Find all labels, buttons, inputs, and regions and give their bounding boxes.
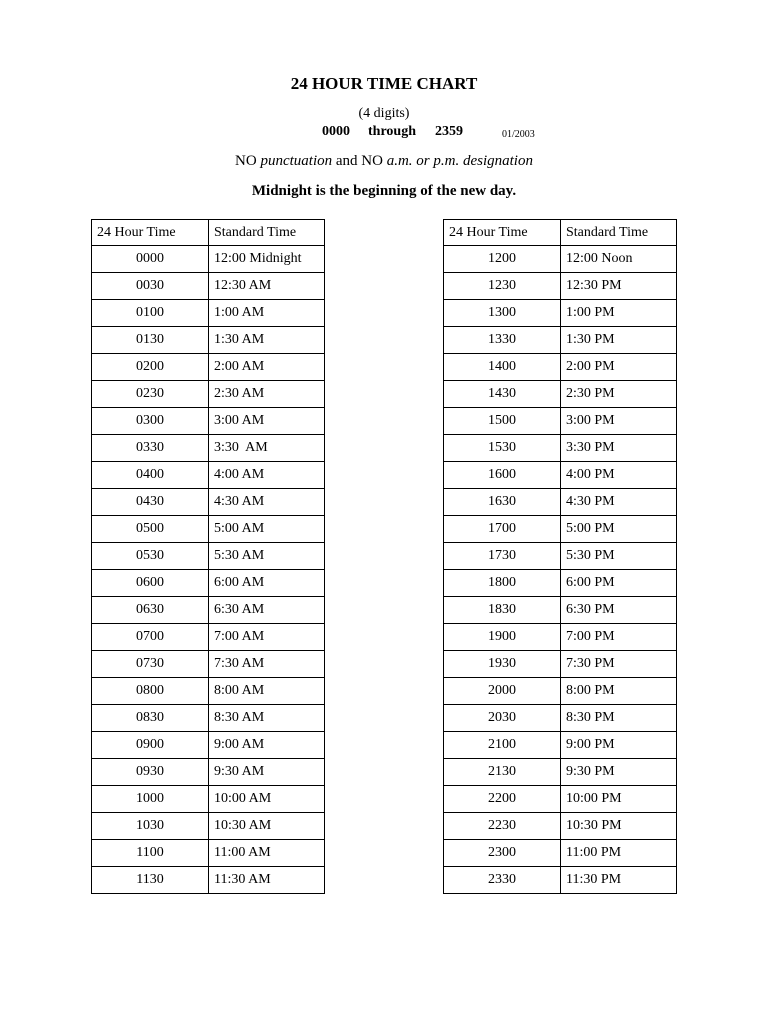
cell-24-hour-time: 0700 [92,624,209,651]
table-row [444,516,677,543]
cell-standard-time: 1:00 PM [561,300,677,327]
table-row [444,732,677,759]
table-row [92,408,325,435]
cell-24-hour-time: 1730 [444,543,561,570]
cell-24-hour-time: 2130 [444,759,561,786]
cell-24-hour-time: 1300 [444,300,561,327]
midnight-note: Midnight is the beginning of the new day. [251,183,517,199]
table-row [92,570,325,597]
cell-standard-time: 12:30 PM [561,273,677,300]
table-row [444,462,677,489]
cell-standard-time: 3:30 AM [209,435,325,462]
table-row [444,705,677,732]
table-row [444,300,677,327]
cell-24-hour-time: 1030 [92,813,209,840]
cell-24-hour-time: 1200 [444,246,561,273]
cell-24-hour-time: 2100 [444,732,561,759]
cell-24-hour-time: 2230 [444,813,561,840]
cell-24-hour-time: 0530 [92,543,209,570]
cell-standard-time: 11:00 PM [561,840,677,867]
time-table-pm [443,219,677,894]
cell-standard-time: 1:00 AM [209,300,325,327]
table-row [92,543,325,570]
table-row [92,327,325,354]
cell-standard-time: 4:00 AM [209,462,325,489]
cell-standard-time: 7:30 PM [561,651,677,678]
cell-24-hour-time: 0200 [92,354,209,381]
table-row [92,840,325,867]
table-row [444,813,677,840]
table-row [92,354,325,381]
cell-standard-time: 10:00 AM [209,786,325,813]
cell-standard-time: 8:30 AM [209,705,325,732]
cell-standard-time: 2:00 PM [561,354,677,381]
cell-standard-time: 10:00 PM [561,786,677,813]
range-start: 0000 [322,124,350,139]
table-row [92,597,325,624]
table-row [92,813,325,840]
table-row [444,354,677,381]
cell-24-hour-time: 0430 [92,489,209,516]
cell-standard-time: 12:00 Midnight [209,246,325,273]
cell-standard-time: 8:00 AM [209,678,325,705]
cell-standard-time: 9:00 PM [561,732,677,759]
cell-standard-time: 10:30 AM [209,813,325,840]
table-row [92,624,325,651]
table-row [92,381,325,408]
table-header-row [444,220,677,246]
cell-standard-time: 2:30 PM [561,381,677,408]
cell-24-hour-time: 1800 [444,570,561,597]
cell-standard-time: 3:00 AM [209,408,325,435]
table-row [92,273,325,300]
cell-24-hour-time: 0130 [92,327,209,354]
cell-standard-time: 11:30 AM [209,867,325,894]
cell-24-hour-time: 0900 [92,732,209,759]
cell-standard-time: 5:00 AM [209,516,325,543]
cell-24-hour-time: 0500 [92,516,209,543]
cell-24-hour-time: 2030 [444,705,561,732]
table-row [92,732,325,759]
cell-standard-time: 11:30 PM [561,867,677,894]
table-row [92,516,325,543]
table-row [92,705,325,732]
time-table-am [91,219,325,894]
cell-standard-time: 3:30 PM [561,435,677,462]
format-rule [0,153,768,170]
cell-24-hour-time: 0830 [92,705,209,732]
table-header-row [92,220,325,246]
table-row [444,435,677,462]
table-row [92,786,325,813]
cell-standard-time: 6:30 PM [561,597,677,624]
cell-24-hour-time: 0300 [92,408,209,435]
cell-standard-time: 5:00 PM [561,516,677,543]
table-row [444,786,677,813]
page-title: 24 HOUR TIME CHART [290,74,478,93]
cell-standard-time: 9:00 AM [209,732,325,759]
cell-standard-time: 4:30 PM [561,489,677,516]
cell-24-hour-time: 1130 [92,867,209,894]
table-row [92,759,325,786]
cell-standard-time: 6:30 AM [209,597,325,624]
rule-text-2: punctuation [260,153,333,169]
cell-24-hour-time: 1600 [444,462,561,489]
cell-24-hour-time: 1330 [444,327,561,354]
header-standard-time: Standard Time [209,220,325,246]
table-row [444,246,677,273]
table-row [444,597,677,624]
cell-24-hour-time: 0930 [92,759,209,786]
cell-24-hour-time: 1100 [92,840,209,867]
cell-standard-time: 8:00 PM [561,678,677,705]
cell-standard-time: 11:00 AM [209,840,325,867]
cell-24-hour-time: 2200 [444,786,561,813]
cell-24-hour-time: 2300 [444,840,561,867]
cell-standard-time: 8:30 PM [561,705,677,732]
cell-standard-time: 1:30 PM [561,327,677,354]
cell-standard-time: 4:00 PM [561,462,677,489]
table-row [92,489,325,516]
range-word: through [368,124,416,139]
header-standard-time: Standard Time [561,220,677,246]
cell-24-hour-time: 1630 [444,489,561,516]
table-row [444,408,677,435]
cell-24-hour-time: 0630 [92,597,209,624]
cell-standard-time: 5:30 AM [209,543,325,570]
table-row [444,381,677,408]
cell-standard-time: 5:30 PM [561,543,677,570]
cell-standard-time: 7:30 AM [209,651,325,678]
header-24-hour-time: 24 Hour Time [444,220,561,246]
table-row [444,273,677,300]
cell-24-hour-time: 0100 [92,300,209,327]
cell-standard-time: 4:30 AM [209,489,325,516]
cell-standard-time: 9:30 AM [209,759,325,786]
cell-24-hour-time: 1530 [444,435,561,462]
table-row [92,867,325,894]
cell-standard-time: 2:30 AM [209,381,325,408]
cell-24-hour-time: 1930 [444,651,561,678]
table-row [444,678,677,705]
cell-standard-time: 6:00 PM [561,570,677,597]
cell-standard-time: 9:30 PM [561,759,677,786]
cell-standard-time: 10:30 PM [561,813,677,840]
range-end: 2359 [435,124,463,139]
cell-24-hour-time: 1430 [444,381,561,408]
cell-24-hour-time: 1500 [444,408,561,435]
rule-text-1: NO [235,153,261,169]
table-row [444,651,677,678]
cell-24-hour-time: 1830 [444,597,561,624]
cell-24-hour-time: 1700 [444,516,561,543]
table-row [444,867,677,894]
cell-24-hour-time: 0230 [92,381,209,408]
cell-standard-time: 7:00 AM [209,624,325,651]
table-row [444,327,677,354]
cell-24-hour-time: 1900 [444,624,561,651]
table-row [444,543,677,570]
table-row [92,651,325,678]
cell-24-hour-time: 0030 [92,273,209,300]
cell-24-hour-time: 2000 [444,678,561,705]
cell-standard-time: 3:00 PM [561,408,677,435]
cell-24-hour-time: 0330 [92,435,209,462]
cell-24-hour-time: 1230 [444,273,561,300]
cell-standard-time: 12:30 AM [209,273,325,300]
rule-text-3: and NO [332,153,387,169]
table-row [92,300,325,327]
rule-text-4: a.m. or p.m. designation [386,153,533,169]
table-row [444,624,677,651]
cell-24-hour-time: 1400 [444,354,561,381]
table-row [92,462,325,489]
header-24-hour-time: 24 Hour Time [92,220,209,246]
table-row [444,840,677,867]
subtitle: (4 digits) [358,106,410,121]
table-row [444,759,677,786]
cell-standard-time: 2:00 AM [209,354,325,381]
cell-standard-time: 6:00 AM [209,570,325,597]
cell-24-hour-time: 0730 [92,651,209,678]
table-row [444,489,677,516]
cell-24-hour-time: 0000 [92,246,209,273]
cell-24-hour-time: 0800 [92,678,209,705]
cell-24-hour-time: 0400 [92,462,209,489]
cell-standard-time: 1:30 AM [209,327,325,354]
cell-standard-time: 12:00 Noon [561,246,677,273]
cell-standard-time: 7:00 PM [561,624,677,651]
table-row [444,570,677,597]
table-row [92,435,325,462]
cell-24-hour-time: 0600 [92,570,209,597]
cell-24-hour-time: 2330 [444,867,561,894]
cell-24-hour-time: 1000 [92,786,209,813]
table-row [92,678,325,705]
revision-date: 01/2003 [502,129,535,140]
table-row [92,246,325,273]
